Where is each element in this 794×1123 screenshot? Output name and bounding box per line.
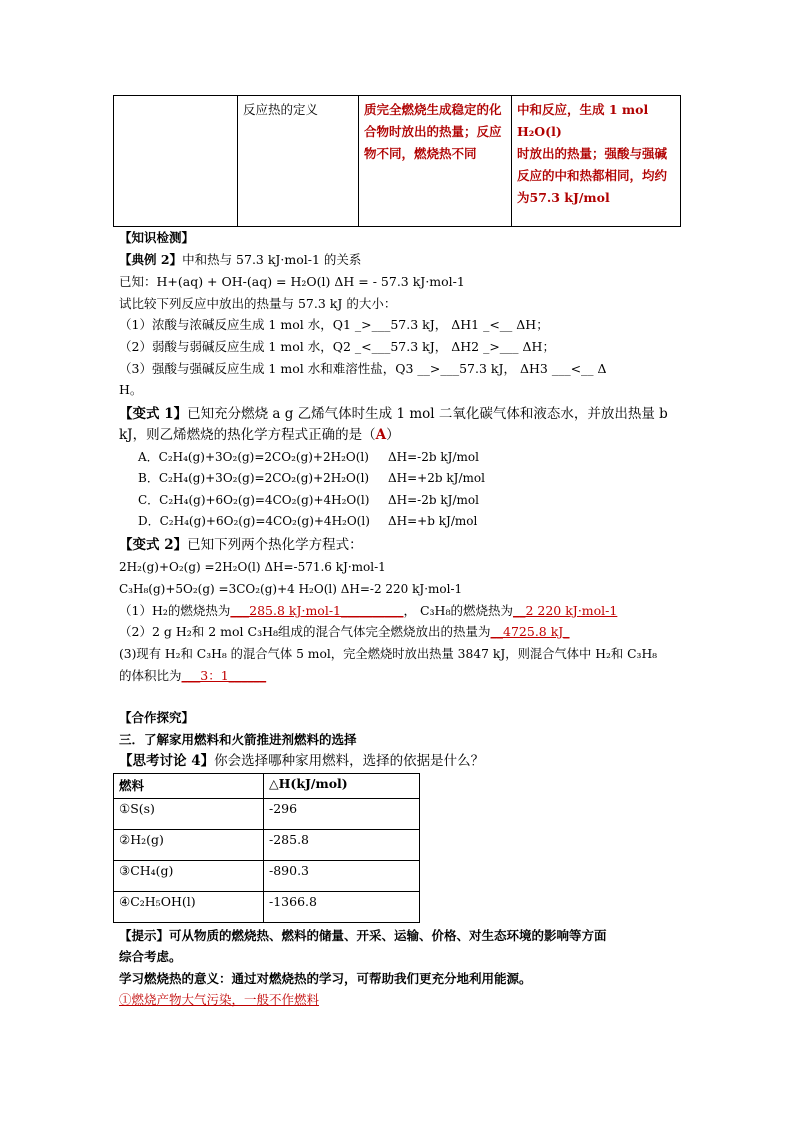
equation-1: 2H₂(g)+O₂(g) =2H₂O(l) ΔH=-571.6 kJ·mol-1	[119, 560, 386, 574]
dh-cell: -890.3	[264, 861, 420, 892]
variant-1-cont	[119, 425, 400, 445]
header-cell: △H(kJ/mol)	[264, 774, 420, 799]
section-heading-knowledge: 【知识检测】	[119, 230, 195, 245]
option-dh: ΔH=-2b kJ/mol	[388, 493, 479, 507]
compare-prompt: 试比较下列反应中放出的热量与 57.3 kJ 的大小：	[119, 296, 397, 311]
meaning-line: 学习燃烧热的意义：通过对燃烧热的学习，可帮助我们更充分地利用能源。	[119, 971, 532, 986]
answer-mark: A	[375, 427, 387, 443]
question-2: （2）弱酸与弱碱反应生成 1 mol 水，Q2 _<___57.3 kJ， ΔH2 _>___ ΔH；	[119, 339, 555, 354]
variant-text: 已知下列两个热化学方程式：	[187, 537, 363, 553]
option-equation: D．C₂H₄(g)+6O₂(g)=4CO₂(g)+4H₂O(l)	[138, 514, 370, 528]
question-1: （1）浓酸与浓碱反应生成 1 mol 水，Q1 _>___57.3 kJ， ΔH1 _<__ ΔH；	[119, 317, 549, 332]
dh-cell: -285.8	[264, 830, 420, 861]
answer-blank: __2 220 kJ·mol-1	[512, 603, 618, 618]
dh-cell: -296	[264, 799, 420, 830]
question-text: ， C₃H₈的燃烧热为	[403, 603, 513, 618]
discussion-text: 你会选择哪种家用燃料，选择的依据是什么？	[214, 753, 485, 769]
table-header-row	[114, 774, 420, 799]
option-c	[138, 491, 479, 509]
definition-table	[113, 95, 681, 227]
cell-line: 中和反应，生成 1 mol	[517, 102, 649, 117]
question-text: （2）2 g H₂和 2 mol C₃H₈组成的混合气体完全燃烧放出的热量为	[119, 624, 491, 639]
question-3-cont: H。	[119, 382, 143, 397]
option-equation: B．C₂H₄(g)+3O₂(g)=2CO₂(g)+2H₂O(l)	[138, 471, 370, 485]
example-2	[119, 250, 361, 270]
cell-line: 时放出的热量；强酸与强碱反应的中和热都相同，均约为57.3 kJ/mol	[517, 146, 668, 205]
cell-line: H₂O(l)	[517, 124, 562, 139]
option-dh: ΔH=+b kJ/mol	[388, 514, 478, 528]
option-d	[138, 512, 478, 530]
note-line: ①燃烧产物大气污染，一般不作燃料	[119, 992, 320, 1007]
answer-blank: __4725.8 kJ_	[490, 624, 570, 639]
v2-question-1	[119, 601, 617, 621]
variant-1	[119, 404, 668, 424]
variant-text: 已知充分燃烧 a g 乙烯气体时生成 1 mol 二氧化碳气体和液态水，并放出热量 b	[187, 406, 668, 422]
section-heading-explore: 【合作探究】	[119, 710, 195, 725]
table-row	[114, 96, 681, 227]
discussion-tag: 【思考讨论 4】	[119, 753, 215, 769]
v2-question-3: (3)现有 H₂和 C₃H₈ 的混合气体 5 mol，完全燃烧时放出热量 3847 kJ，则混合气体中 H₂和 C₃H₈	[119, 647, 658, 661]
option-equation: A．C₂H₄(g)+3O₂(g)=2CO₂(g)+2H₂O(l)	[138, 450, 369, 464]
cell-combustion-heat: 质完全燃烧生成稳定的化合物时放出的热量；反应物不同，燃烧热不同	[359, 96, 512, 227]
answer-blank: ___285.8 kJ·mol-1__________	[230, 603, 404, 618]
variant-text: ）	[386, 427, 400, 443]
fuel-table	[113, 773, 420, 923]
discussion-4	[119, 751, 484, 771]
fuel-cell: ①S(s)	[114, 799, 264, 830]
table-row	[114, 861, 420, 892]
answer-blank: ___3：1______	[181, 668, 267, 683]
v2-question-2	[119, 622, 570, 642]
equation-2: C₃H₈(g)+5O₂(g) =3CO₂(g)+4 H₂O(l) ΔH=-2 220 kJ·mol-1	[119, 582, 463, 596]
section-title: 三．了解家用燃料和火箭推进剂燃料的选择	[119, 732, 357, 747]
hint-line-2: 综合考虑。	[119, 949, 182, 964]
empty-cell	[114, 96, 238, 227]
table-row	[114, 799, 420, 830]
question-text: （1）H₂的燃烧热为	[119, 603, 231, 618]
variant-tag: 【变式 2】	[119, 537, 188, 553]
cell-neutralization-heat	[512, 96, 681, 227]
dh-cell: -1366.8	[264, 892, 420, 923]
option-equation: C．C₂H₄(g)+6O₂(g)=4CO₂(g)+4H₂O(l)	[138, 493, 370, 507]
variant-text: kJ，则乙烯燃烧的热化学方程式正确的是（	[119, 427, 376, 443]
example-title: 中和热与 57.3 kJ·mol-1 的关系	[182, 252, 362, 267]
question-3: （3）强酸与强碱反应生成 1 mol 水和难溶性盐，Q3 __>___57.3 kJ， ΔH3 ___<__ Δ	[119, 361, 607, 376]
variant-tag: 【变式 1】	[119, 406, 188, 422]
known-equation: 已知：H+(aq) + OH-(aq) = H₂O(l) ΔH = - 57.3 kJ·mol-1	[119, 274, 465, 289]
fuel-cell: ②H₂(g)	[114, 830, 264, 861]
variant-2	[119, 535, 363, 555]
option-a	[138, 448, 479, 466]
option-b	[138, 469, 485, 487]
question-text: 的体积比为	[119, 668, 182, 683]
example-tag: 【典例 2】	[119, 252, 183, 267]
option-dh: ΔH=+2b kJ/mol	[388, 471, 485, 485]
option-dh: ΔH=-2b kJ/mol	[388, 450, 479, 464]
fuel-cell: ④C₂H₅OH(l)	[114, 892, 264, 923]
v2-question-3-cont	[119, 666, 266, 686]
header-cell: 燃料	[114, 774, 264, 799]
hint-line-1: 【提示】可从物质的燃烧热、燃料的储量、开采、运输、价格、对生态环境的影响等方面	[119, 928, 607, 943]
fuel-cell: ③CH₄(g)	[114, 861, 264, 892]
cell-definition-label: 反应热的定义	[238, 96, 359, 227]
table-row	[114, 892, 420, 923]
table-row	[114, 830, 420, 861]
